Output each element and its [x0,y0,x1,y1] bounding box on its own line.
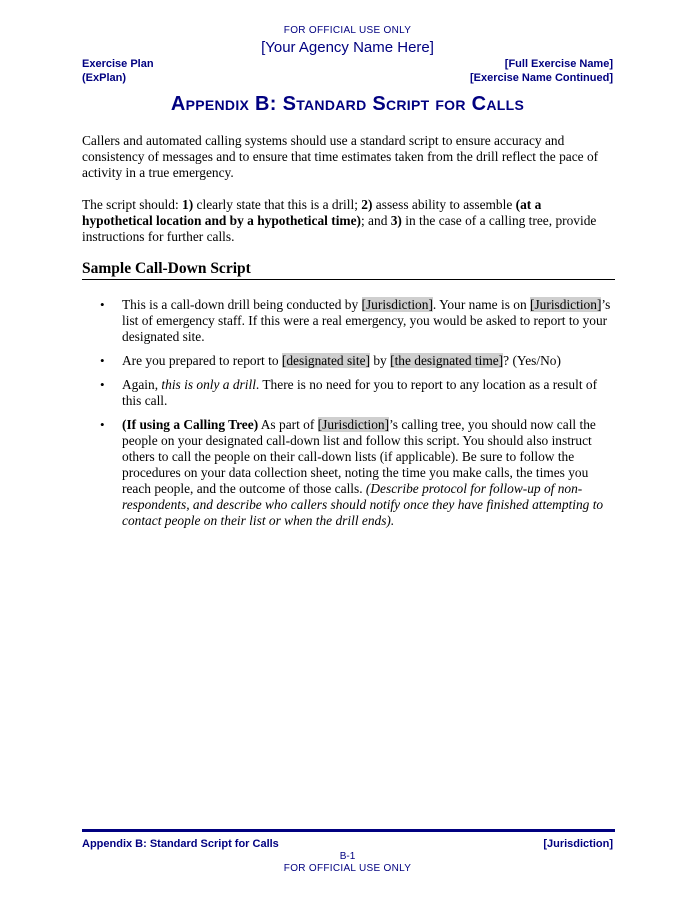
exercise-plan-label: Exercise Plan [82,58,154,70]
item-number: 2) [361,197,373,212]
text: ’s calling tree, you should now call the people on your designated call-down list and follow this script. You should also instruct others to call the people on their call-down lists (if applicable). Be sure to follow the procedures on your data collection sheet, noting the time you make calls, the times you reach people, and the outcome of those calls. [122,417,596,496]
list-item [82,377,615,409]
agency-name: [Your Agency Name Here] [261,39,434,56]
text: Again, [122,377,162,392]
exercise-name-continued: [Exercise Name Continued] [469,72,613,84]
bullet-icon: • [100,377,105,392]
header-right [470,57,613,85]
text: As part of [258,417,318,432]
text: in the case of a calling tree, provide instructions for further calls. [82,213,597,244]
section-heading: Sample Call-Down Script [82,261,615,280]
list-item [82,417,615,529]
text: This is a call-down drill being conducted by [122,297,362,312]
explan-label: (ExPlan) [82,72,127,84]
text: ? (Yes/No) [503,353,561,368]
footer-divider [82,829,615,832]
exercise-name: [Full Exercise Name] [504,58,613,70]
text: Are you prepared to report to [122,353,282,368]
text: . Your name is on [432,297,530,312]
placeholder-field[interactable]: [the designated time] [390,353,504,368]
placeholder-field[interactable]: [Jurisdiction] [530,297,602,312]
bold-text: (If using a Calling Tree) [122,417,259,432]
bullet-icon: • [100,353,105,368]
intro-paragraph: Callers and automated calling systems should use a standard script to ensure accuracy and consistency of messages and to ensure that time estimates taken from the drill reflect the pace of activity in a true emergency. [82,133,599,180]
list-item [82,297,615,345]
italic-text: (Describe protocol for follow-up of non-respondents, and describe who callers should notify once they have finished attempting to contact people on their list or when the drill ends). [122,481,604,528]
text: The script should: [82,197,183,212]
text: by [370,353,391,368]
placeholder-field[interactable]: [Jurisdiction] [317,417,390,432]
header-left [82,57,154,85]
page-number: B-1 [339,851,356,862]
page-title: Appendix B: Standard Script for Calls [170,93,525,115]
placeholder-field[interactable]: [Jurisdiction] [361,297,433,312]
bold-text: (at a hypothetical location and by a hypothetical time) [82,197,542,228]
footer-right: [Jurisdiction] [543,838,613,850]
call-script-list [82,297,615,529]
bullet-icon: • [100,297,105,312]
footer-left: Appendix B: Standard Script for Calls [82,838,279,850]
text: clearly state that this is a drill; [193,197,362,212]
item-number: 1) [182,197,194,212]
text: ; and [360,213,391,228]
italic-text: this is only a drill [161,377,256,392]
classification-footer: FOR OFFICIAL USE ONLY [283,863,412,874]
classification-header: FOR OFFICIAL USE ONLY [283,25,412,36]
document-body [82,133,615,537]
list-item [82,353,615,369]
bullet-icon: • [100,417,105,432]
text: assess ability to assemble [372,197,516,212]
placeholder-field[interactable]: [designated site] [281,353,371,368]
text: ’s list of emergency staff. If this were a real emergency, you would be asked to report to your designated site. [122,297,611,344]
item-number: 3) [390,213,402,228]
script-requirements-paragraph [82,197,615,245]
text: . There is no need for you to report to any location as a result of this call. [122,377,598,408]
